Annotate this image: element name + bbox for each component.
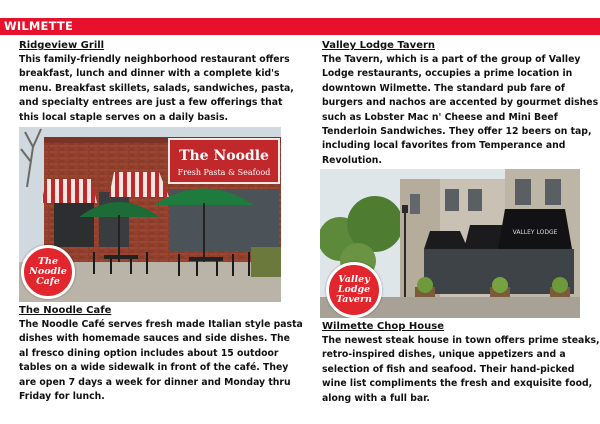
noodle-sign-subtitle: Fresh Pasta & Seafood: [177, 168, 271, 177]
body-line: Tenderloin Sandwiches. They offer 12 beers on tap,: [322, 126, 592, 138]
body-line: Revolution.: [322, 154, 382, 166]
valley-lodge-photo: [320, 169, 580, 318]
article-heading: Valley Lodge Tavern: [322, 40, 436, 51]
banner-title: WILMETTE: [4, 19, 73, 33]
noodle-cafe-photo: [19, 127, 281, 302]
article-body: [322, 334, 600, 406]
article-valley-lodge-tavern: [322, 40, 598, 168]
noodle-cafe-badge: [21, 245, 75, 299]
article-ridgeview-grill: [19, 40, 294, 125]
body-line: such as Lobster Mac n' Cheese and Mini Beef: [322, 111, 558, 123]
badge-line: Valley: [338, 274, 370, 286]
article-body: [19, 53, 294, 125]
section-banner: [0, 18, 600, 35]
body-line: are open 7 days a week for dinner and Monday thru: [19, 376, 291, 388]
badge-line: The: [37, 256, 59, 268]
body-line: selection of fish and seafood. Their hand-picked: [322, 363, 575, 375]
body-line: including local favorites from Temperance and: [322, 140, 566, 152]
body-line: retro-inspired dishes, unique appetizers and a: [322, 349, 566, 361]
badge-line: Cafe: [36, 275, 60, 287]
body-line: burgers and nachos are accented by gourmet dishes: [322, 97, 599, 109]
body-line: wine list compliments the fresh and exquisite food,: [322, 378, 593, 390]
article-body: [322, 53, 598, 168]
badge-line: Noodle: [29, 266, 67, 278]
body-line: dishes with homemade sauces and side dishes. The: [19, 333, 290, 345]
body-line: this local staple serves on a daily basis.: [19, 111, 229, 123]
badge-line: Lodge: [337, 284, 371, 296]
body-line: and specialty entrees are just a few offerings that: [19, 97, 283, 109]
article-wilmette-chop-house: [322, 321, 600, 406]
valley-lodge-badge: [326, 262, 382, 318]
article-heading: Ridgeview Grill: [19, 40, 105, 51]
body-line: menu. Breakfast skillets, salads, sandwiches, pasta,: [19, 82, 294, 94]
body-line: This family-friendly neighborhood restaurant offers: [19, 54, 290, 65]
noodle-sign-title: The Noodle: [179, 148, 269, 164]
body-line: al fresco dining option includes about 15 outdoor: [19, 347, 279, 359]
article-noodle-cafe: [19, 305, 303, 404]
article-body: [19, 318, 303, 404]
body-line: The Tavern, which is a part of the group of Valley: [322, 54, 581, 65]
body-line: The newest steak house in town offers prime steaks,: [322, 335, 600, 346]
body-line: breakfast, lunch and dinner with a complete kid's: [19, 68, 280, 80]
article-heading: The Noodle Cafe: [19, 305, 112, 316]
body-line: tables on a wide sidewalk in front of the café. They: [19, 362, 289, 374]
body-line: The Noodle Café serves fresh made Italian style pasta: [19, 319, 303, 330]
badge-line: Tavern: [336, 293, 372, 305]
body-line: downtown Wilmette. The standard pub fare of: [322, 82, 565, 94]
body-line: Lodge restaurants, occupies a prime location in: [322, 68, 573, 80]
article-heading: Wilmette Chop House: [322, 321, 444, 332]
body-line: Friday for lunch.: [19, 391, 105, 403]
body-line: along with a full bar.: [322, 392, 430, 404]
awning-text: VALLEY LODGE: [512, 229, 558, 236]
